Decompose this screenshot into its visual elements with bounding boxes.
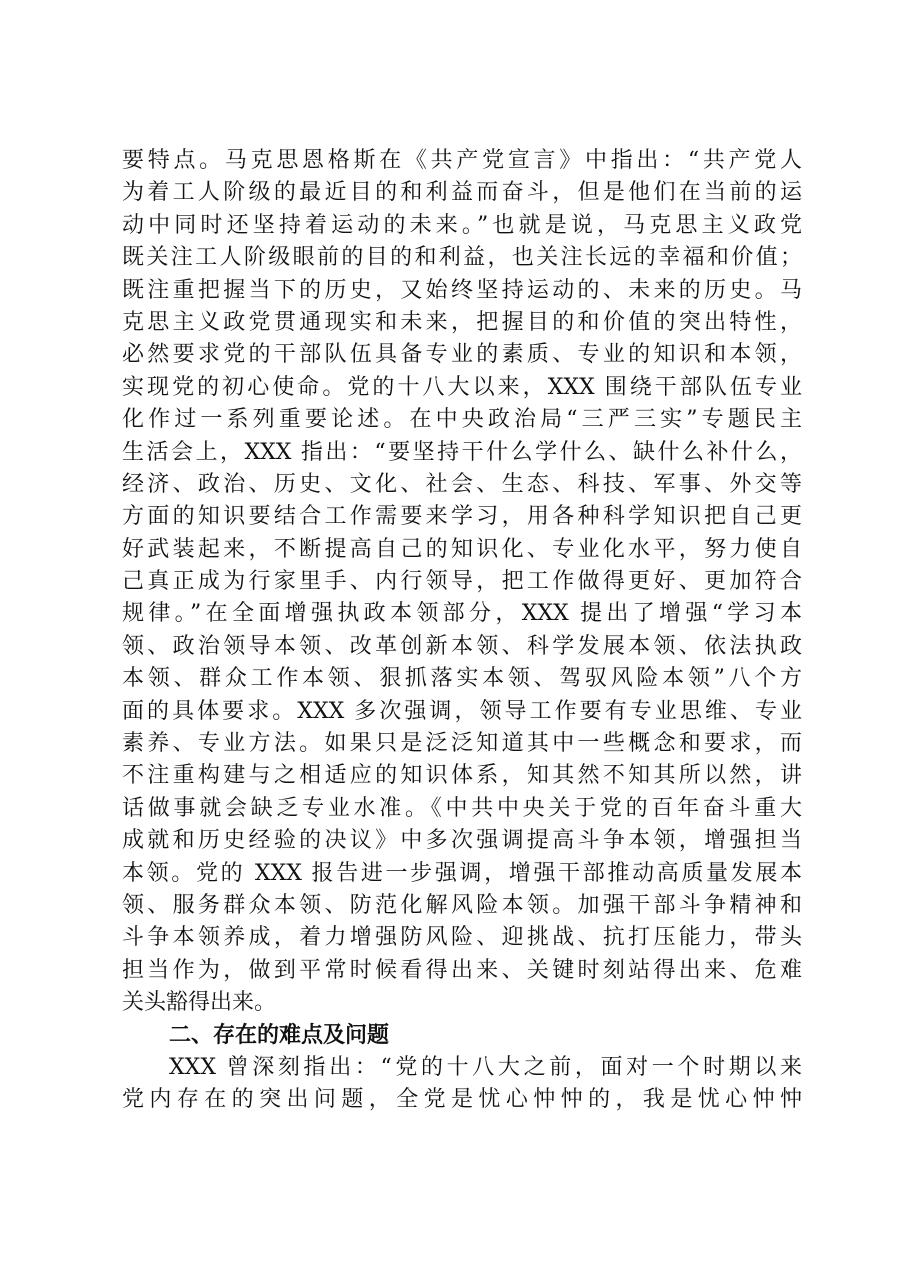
text-line: 实现党的初心使命。党的十八大以来，XXX 围绕干部队伍专业 bbox=[122, 374, 802, 400]
text-line: 要特点。马克思恩格斯在《共产党宣言》中指出：“共产党人 bbox=[122, 148, 802, 173]
text-line: 素养、专业方法。如果只是泛泛知道其中一些概念和要求，而 bbox=[122, 731, 802, 757]
text-line: 话做事就会缺乏专业水准。《中共中央关于党的百年奋斗重大 bbox=[122, 795, 802, 821]
text-line: 好武装起来，不断提高自己的知识化、专业化水平，努力使自 bbox=[122, 536, 802, 562]
text-line: 方面的知识要结合工作需要来学习，用各种科学知识把自己更 bbox=[122, 504, 802, 530]
document-body bbox=[122, 145, 802, 1117]
paragraph-1 bbox=[122, 145, 802, 1020]
text-line: 化作过一系列重要论述。在中央政治局“三严三实”专题民主 bbox=[122, 407, 802, 433]
text-line: 己真正成为行家里手、内行领导，把工作做得更好、更加符合 bbox=[122, 569, 802, 595]
text-line: 本领、群众工作本领、狠抓落实本领、驾驭风险本领”八个方 bbox=[122, 666, 802, 692]
text-line: 领、服务群众本领、防范化解风险本领。加强干部斗争精神和 bbox=[122, 892, 802, 918]
text-line: 成就和历史经验的决议》中多次强调提高斗争本领，增强担当 bbox=[122, 828, 802, 854]
paragraph-2 bbox=[122, 1052, 802, 1117]
text-line: 经济、政治、历史、文化、社会、生态、科技、军事、外交等 bbox=[122, 471, 802, 497]
text-line: XXX 曾深刻指出：“党的十八大之前，面对一个时期以来 bbox=[169, 1054, 802, 1080]
text-line: 为着工人阶级的最近目的和利益而奋斗，但是他们在当前的运 bbox=[122, 180, 802, 206]
text-line: 动中同时还坚持着运动的未来。”也就是说，马克思主义政党 bbox=[122, 212, 802, 238]
text-line: 关头豁得出来。 bbox=[122, 990, 277, 1016]
text-line: 面的具体要求。XXX 多次强调，领导工作要有专业思维、专业 bbox=[122, 698, 802, 724]
text-line: 斗争本领养成，着力增强防风险、迎挑战、抗打压能力，带头 bbox=[122, 925, 802, 951]
text-line: 既注重把握当下的历史，又始终坚持运动的、未来的历史。马 bbox=[122, 277, 802, 303]
text-line: 领、政治领导本领、改革创新本领、科学发展本领、依法执政 bbox=[122, 633, 802, 659]
text-line: 必然要求党的干部队伍具备专业的素质、专业的知识和本领， bbox=[122, 342, 802, 368]
text-line: 生活会上，XXX 指出：“要坚持干什么学什么、缺什么补什么， bbox=[122, 439, 802, 465]
text-line: 既关注工人阶级眼前的目的和利益，也关注长远的幸福和价值； bbox=[122, 245, 802, 271]
text-line: 规律。”在全面增强执政本领部分，XXX 提出了增强“学习本 bbox=[122, 601, 802, 627]
section-heading: 二、存在的难点及问题 bbox=[169, 1022, 390, 1048]
text-line: 党内存在的突出问题，全党是忧心忡忡的，我是忧心忡忡 bbox=[122, 1087, 802, 1113]
text-line: 克思主义政党贯通现实和未来，把握目的和价值的突出特性， bbox=[122, 309, 802, 335]
text-line: 本领。党的 XXX 报告进一步强调，增强干部推动高质量发展本 bbox=[122, 860, 802, 886]
text-line: 不注重构建与之相适应的知识体系，知其然不知其所以然，讲 bbox=[122, 763, 802, 789]
text-line: 担当作为，做到平常时候看得出来、关键时刻站得出来、危难 bbox=[122, 957, 802, 983]
